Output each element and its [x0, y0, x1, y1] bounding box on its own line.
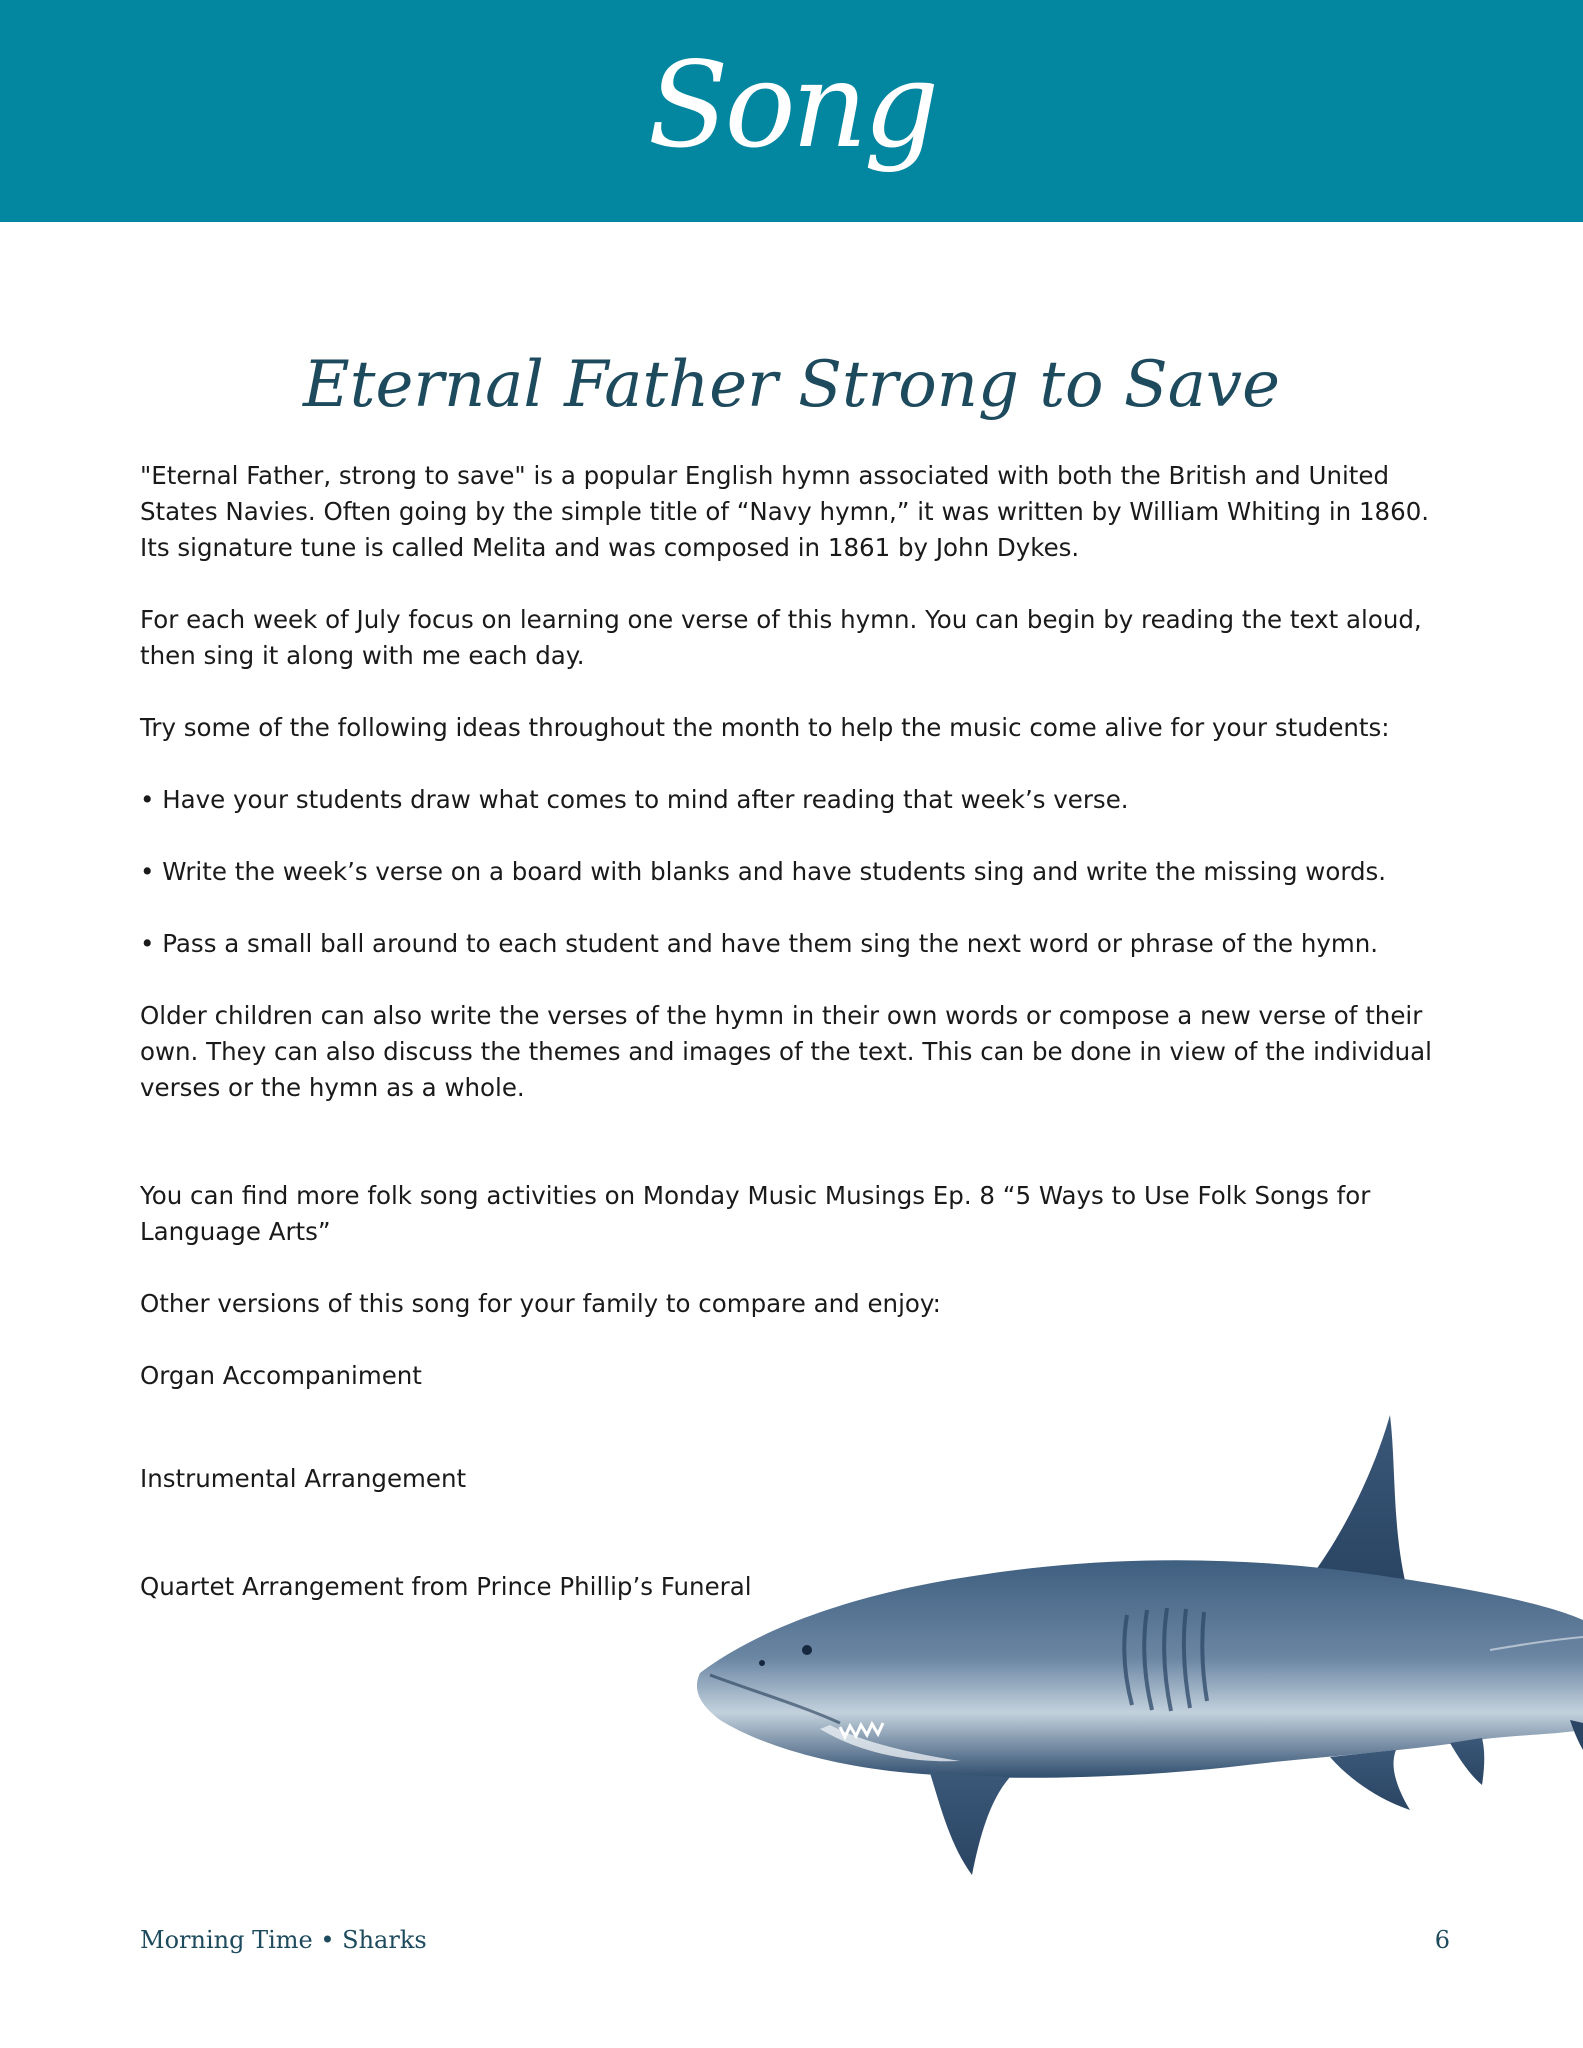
- idea-item: • Have your students draw what comes to mind after reading that week’s verse.: [140, 785, 1129, 814]
- footer-title: Morning Time • Sharks: [140, 1926, 427, 1954]
- weekly-focus-paragraph: For each week of July focus on learning one verse of this hymn. You can begin by reading the text aloud, then sing it along with me each day.: [140, 605, 1422, 670]
- older-children-paragraph: Older children can also write the verses of the hymn in their own words or compose a new verse of their own. They can also discuss the themes and images of the text. This can be done in view of the individual verses or the hymn as a whole.: [140, 1001, 1432, 1102]
- version-link-quartet[interactable]: Quartet Arrangement from Prince Phillip’s Funeral: [140, 1572, 752, 1601]
- ideas-intro: Try some of the following ideas throughout the month to help the music come alive for your students:: [140, 713, 1390, 742]
- intro-paragraph: "Eternal Father, strong to save" is a popular English hymn associated with both the British and United States Navies. Often going by the simple title of “Navy hymn,” it was written by William Whiting in 1860. Its signature tune is called Melita and was composed in 1861 by John Dykes.: [140, 461, 1430, 562]
- shark-illustration: [690, 1405, 1583, 1885]
- versions-intro: Other versions of this song for your family to compare and enjoy:: [140, 1289, 941, 1318]
- more-activities-link[interactable]: You can find more folk song activities on Monday Music Musings Ep. 8 “5 Ways to Use Folk Songs for Language Arts”: [140, 1181, 1371, 1246]
- page-title: Eternal Father Strong to Save: [303, 348, 1280, 422]
- idea-item: • Pass a small ball around to each student and have them sing the next word or phrase of the hymn.: [140, 929, 1379, 958]
- version-link-instrumental[interactable]: Instrumental Arrangement: [140, 1464, 467, 1493]
- section-title: Song: [647, 36, 936, 174]
- idea-item: • Write the week’s verse on a board with blanks and have students sing and write the missing words.: [140, 857, 1387, 886]
- page-number: 6: [1434, 1926, 1450, 1954]
- version-link-organ[interactable]: Organ Accompaniment: [140, 1361, 422, 1390]
